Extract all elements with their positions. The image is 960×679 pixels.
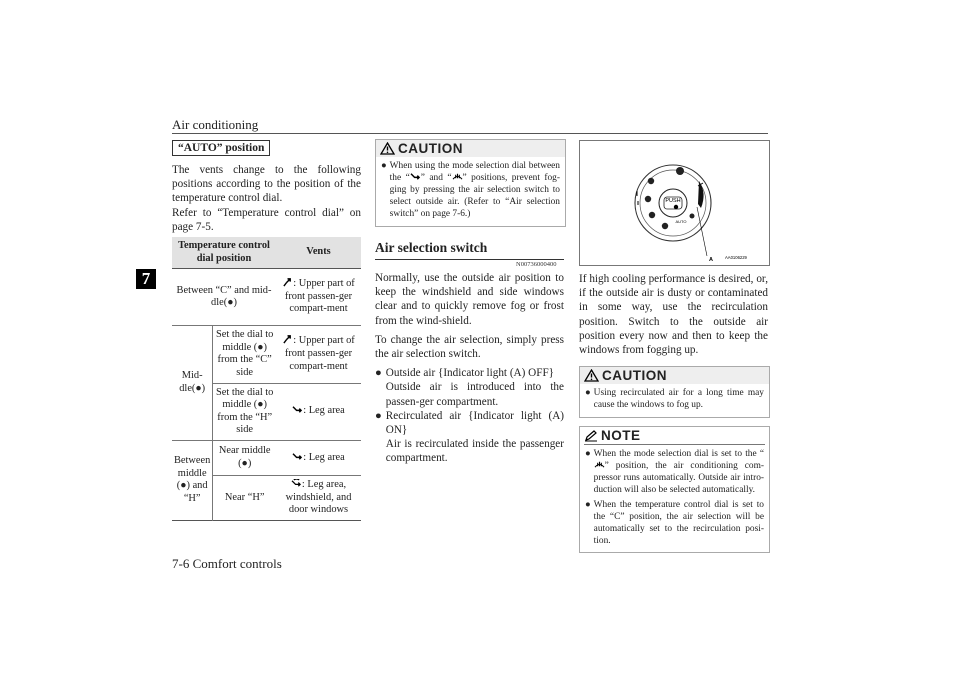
push-label: PUSH (665, 198, 681, 204)
table-cell: Set the dial to middle (●) from the “H” side (213, 383, 276, 440)
leg-vent-icon (292, 405, 303, 414)
paragraph: Normally, use the outside air position to keep the windshield and side windows clear and to quickly remove fog or frost from the wind-shield. (375, 272, 564, 327)
bullet-icon: ● (375, 409, 382, 422)
upper-vent-icon (282, 335, 293, 344)
table-row (172, 440, 361, 475)
auto-intro-text: The vents change to the following positions according to the position of the temperature control dial. (172, 164, 361, 205)
section-rule (375, 259, 564, 260)
vent-text: : Leg area (303, 451, 345, 463)
vents-table-header-vents: Vents (276, 237, 361, 269)
caution-title: CAUTION (398, 141, 463, 156)
header-rule (172, 133, 768, 134)
header-title: Air conditioning (172, 117, 259, 132)
auto-refer-text: Refer to “Temperature control dial” on page 7-5. (172, 206, 361, 233)
vent-text: : Leg area (303, 405, 345, 417)
list-item (375, 409, 564, 466)
defrost-icon (452, 172, 463, 181)
auto-label: AUTO (675, 219, 687, 224)
table-cell: Between middle (●) and “H” (174, 455, 211, 504)
vents-table-header-position: Temperature control dial position (172, 237, 276, 269)
bullet-icon: ● (585, 388, 591, 398)
table-cell (276, 269, 361, 326)
list-item (375, 366, 564, 409)
note-box (579, 426, 770, 553)
vent-text: : Leg area, windshield, and door windows (285, 478, 352, 516)
vents-table (172, 237, 361, 521)
table-cell: Near middle (●) (213, 440, 276, 475)
table-cell (276, 475, 361, 520)
leg-vent-icon (410, 172, 421, 181)
bullet-icon: ● (381, 161, 387, 171)
vent-text: : Upper part of front passen-ger compart-ment (284, 278, 355, 315)
table-cell: Set the dial to middle (●) from the “C” side (213, 326, 276, 383)
caution-text: ” and “ (420, 173, 452, 183)
air-selection-dial-illustration (580, 141, 769, 265)
bullet-icon: ● (585, 500, 591, 510)
table-row (172, 326, 361, 383)
note-title: NOTE (601, 428, 641, 443)
note-item (580, 498, 769, 552)
table-cell (276, 383, 361, 440)
caution-text: ” positions, prevent fog-ging by pressing the air selection switch to select outside air. (Refer to “Air selection switch” on page 7-6.) (389, 173, 560, 219)
auto-position-label: “AUTO” position (172, 140, 270, 156)
document-code: N00736000400 (516, 261, 557, 268)
note-text: ” position, the air conditioning com-pressor runs automatically. Outside air intro-duction will also be selected automatically. (593, 461, 764, 495)
callout-a: A (709, 257, 713, 263)
caution-text: When using the mode selection dial between the “ (389, 161, 560, 183)
caution-item (376, 157, 565, 226)
table-cell (276, 326, 361, 383)
caution-item (580, 384, 769, 417)
table-cell (276, 440, 361, 475)
bullet-icon: ● (375, 367, 382, 380)
section-heading: Air selection switch (375, 240, 488, 255)
list-item-text: Air is recirculated inside the passenger compartment. (385, 438, 564, 465)
air-selection-body (375, 271, 564, 466)
note-text: When the mode selection dial is set to the “ (593, 449, 764, 459)
bullet-icon: ● (585, 449, 591, 459)
caution-box-2 (579, 366, 770, 418)
caution-header (376, 140, 565, 157)
upper-vent-icon (282, 278, 293, 287)
caution-title: CAUTION (602, 368, 667, 383)
page-footer: 7-6 Comfort controls (172, 556, 282, 571)
note-header (580, 427, 769, 444)
table-cell: Between “C” and mid-dle(●) (176, 284, 272, 309)
list-item-title: Recirculated air {Indicator light (A) ON} (385, 409, 564, 437)
note-pencil-icon (584, 430, 598, 442)
note-text: When the temperature control dial is set to the “C” position, the air selection will be automatically set to the recirculation posi-tion. (593, 500, 764, 546)
list-item-title: Outside air {Indicator light (A) OFF} (385, 367, 555, 380)
warning-triangle-icon (380, 142, 395, 155)
table-cell: Mid-dle(●) (179, 370, 206, 395)
vent-text: : Upper part of front passen-ger compart-ment (284, 335, 355, 372)
switch-figure (579, 140, 770, 266)
defrost-icon (594, 460, 605, 469)
warning-triangle-icon (584, 369, 599, 382)
leg-vent-icon (292, 452, 303, 461)
recirculation-paragraph: If high cooling performance is desired, or, if the outside air is dusty or contaminated in some way, use the recirculation position. Switch to the outside air position every now and then to keep the windows from fogging up. (579, 273, 768, 357)
paragraph: To change the air selection, simply press the air selection switch. (375, 333, 564, 361)
caution-text: Using recirculated air for a long time may cause the windows to fog up. (593, 388, 764, 410)
table-row (172, 269, 361, 326)
list-item-text: Outside air is introduced into the passen-ger compartment. (385, 381, 564, 408)
note-item (580, 445, 769, 498)
figure-code: AA0106229 (725, 255, 747, 260)
leg-defrost-vent-icon (291, 479, 302, 488)
table-cell: Near “H” (213, 475, 276, 520)
caution-box-1 (375, 139, 566, 227)
auto-intro (172, 163, 361, 234)
chapter-tab: 7 (136, 269, 156, 289)
caution-header (580, 367, 769, 384)
